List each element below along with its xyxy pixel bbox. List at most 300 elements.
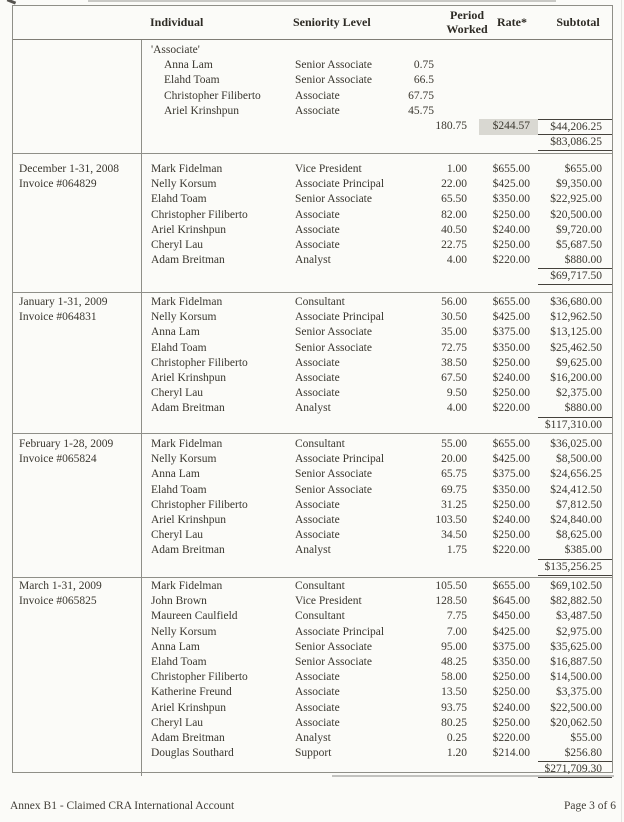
period-worked-cell: 58.00 xyxy=(441,671,467,684)
rate-cell: $645.00 xyxy=(492,595,530,608)
section-invoice-label: Invoice #064831 xyxy=(19,311,97,324)
period-worked-cell: 69.75 xyxy=(441,483,467,496)
table-row xyxy=(13,356,612,371)
rate-cell: $240.00 xyxy=(492,223,530,236)
subtotal-cell: $22,500.00 xyxy=(550,701,602,714)
rate-cell xyxy=(470,417,538,434)
individual-cell: Ariel Krinshpun xyxy=(164,104,240,117)
period-worked-cell: 0.25 xyxy=(446,731,467,744)
individual-cell: Katherine Freund xyxy=(151,686,232,699)
seniority-cell: Associate xyxy=(295,671,340,684)
seniority-cell xyxy=(294,268,404,285)
individual-cell: Adam Breitman xyxy=(151,402,225,415)
individual-cell xyxy=(141,268,294,285)
individual-cell: Cheryl Lau xyxy=(151,716,204,729)
table-row xyxy=(13,640,612,655)
billing-section xyxy=(13,292,612,433)
table-row xyxy=(13,89,612,104)
rate-cell: $350.00 xyxy=(492,483,530,496)
seniority-cell: Consultant xyxy=(295,296,345,308)
rate-cell: $220.00 xyxy=(492,402,530,415)
seniority-cell: Analyst xyxy=(295,544,331,557)
seniority-cell: Associate xyxy=(295,356,340,369)
individual-cell: Cheryl Lau xyxy=(151,387,204,400)
individual-cell: Adam Breitman xyxy=(151,254,225,267)
table-row xyxy=(13,483,612,498)
subtotal-cell: $69,102.50 xyxy=(550,580,602,592)
individual-cell: Christopher Filiberto xyxy=(164,89,261,102)
subtotal-cell: $2,375.00 xyxy=(556,387,602,400)
rate-cell: $250.00 xyxy=(492,498,530,511)
seniority-cell: Senior Associate xyxy=(295,341,372,354)
table-row xyxy=(13,73,612,88)
rate-cell xyxy=(470,559,538,576)
rate-cell: $220.00 xyxy=(492,544,530,557)
rate-cell: $655.00 xyxy=(492,163,530,175)
individual-cell: Adam Breitman xyxy=(151,731,225,744)
section-label xyxy=(19,295,107,325)
table-row xyxy=(13,467,612,482)
period-worked-cell: 22.75 xyxy=(441,238,467,251)
rate-cell: $220.00 xyxy=(492,254,530,267)
rate-cell xyxy=(470,89,538,104)
table-row xyxy=(13,543,612,558)
seniority-cell: Senior Associate xyxy=(295,468,372,481)
period-total-cell xyxy=(404,761,470,778)
period-worked-cell: 65.75 xyxy=(441,468,467,481)
rate-cell: $655.00 xyxy=(492,580,530,592)
header-rate: Rate* xyxy=(497,15,527,29)
billing-table xyxy=(12,5,613,776)
period-worked-cell: 4.00 xyxy=(446,254,467,267)
subtotal-cell: $20,062.50 xyxy=(550,716,602,729)
header-individual: Individual xyxy=(150,15,204,29)
subtotal-cell: $256.80 xyxy=(564,747,602,760)
rate-cell: $450.00 xyxy=(492,610,530,623)
rate-cell: $350.00 xyxy=(492,341,530,354)
period-worked-cell: 1.75 xyxy=(446,544,467,557)
subtotal-cell: $3,375.00 xyxy=(556,686,602,699)
rate-cell xyxy=(470,268,538,285)
rate-cell: $240.00 xyxy=(492,701,530,714)
table-row xyxy=(13,579,612,594)
period-worked-cell: 45.75 xyxy=(408,104,434,117)
table-row xyxy=(13,670,612,685)
period-worked-cell: 67.50 xyxy=(441,371,467,384)
seniority-cell: Analyst xyxy=(295,731,331,744)
rate-cell: $655.00 xyxy=(492,438,530,450)
section-total-cell: $83,086.25 xyxy=(538,134,612,151)
rate-cell: $240.00 xyxy=(492,513,530,526)
column-divider-line xyxy=(141,578,142,776)
rate-cell: $425.00 xyxy=(492,453,530,466)
table-row xyxy=(13,528,612,543)
seniority-cell: Analyst xyxy=(295,254,331,267)
period-worked-cell: 1.20 xyxy=(446,747,467,760)
table-row xyxy=(13,513,612,528)
billing-section xyxy=(13,40,612,153)
individual-cell: Elahd Toam xyxy=(151,193,207,206)
seniority-cell xyxy=(294,134,404,151)
section-total-cell: $135,256.25 xyxy=(538,559,612,576)
subtotal-cell: $35,625.00 xyxy=(550,640,602,653)
table-row xyxy=(13,238,612,253)
individual-cell: Douglas Southard xyxy=(151,747,234,760)
seniority-cell: Associate xyxy=(295,371,340,384)
period-worked-cell: 55.00 xyxy=(441,438,467,450)
seniority-cell: Associate xyxy=(295,104,340,117)
section-label xyxy=(19,162,119,192)
rate-cell xyxy=(470,73,538,88)
subtotal-cell: $16,887.50 xyxy=(550,655,602,668)
rate-cell: $214.00 xyxy=(492,747,530,760)
column-divider-line xyxy=(141,434,142,577)
seniority-cell: Consultant xyxy=(295,610,345,623)
section-total-cell: $271,709.30 xyxy=(538,761,612,778)
rate-cell: $250.00 xyxy=(492,356,530,369)
table-row xyxy=(13,655,612,670)
table-row xyxy=(13,43,612,58)
scan-artifact-corner-mark xyxy=(7,0,16,4)
rate-cell: $655.00 xyxy=(492,296,530,308)
table-row xyxy=(13,223,612,238)
billing-section xyxy=(13,577,612,776)
rate-cell: $425.00 xyxy=(492,625,530,638)
footer-annex-label: Annex B1 - Claimed CRA International Account xyxy=(10,800,235,812)
seniority-cell: Vice President xyxy=(295,595,362,608)
summary-row xyxy=(13,559,612,574)
individual-cell: Cheryl Lau xyxy=(151,238,204,251)
table-row xyxy=(13,498,612,513)
period-worked-cell: 0.75 xyxy=(413,59,434,72)
rate-cell xyxy=(470,761,538,778)
period-worked-cell: 31.25 xyxy=(441,498,467,511)
rate-cell: $240.00 xyxy=(492,371,530,384)
rate-cell: $250.00 xyxy=(492,671,530,684)
period-worked-cell: 22.00 xyxy=(441,178,467,191)
table-body xyxy=(13,40,612,776)
column-divider-line xyxy=(141,40,142,153)
table-row xyxy=(13,104,612,119)
individual-cell: Nelly Korsum xyxy=(151,625,217,638)
subtotal-cell: $2,975.00 xyxy=(556,625,602,638)
seniority-cell: Associate xyxy=(295,529,340,542)
rate-cell: $375.00 xyxy=(492,326,530,339)
subtotal-cell: $655.00 xyxy=(564,163,602,175)
table-row xyxy=(13,192,612,207)
rate-cell: $250.00 xyxy=(492,686,530,699)
period-worked-cell: 40.50 xyxy=(441,223,467,236)
section-period-label: January 1-31, 2009 xyxy=(19,296,108,308)
subtotal-cell xyxy=(538,73,612,88)
individual-cell: Adam Breitman xyxy=(151,544,225,557)
period-worked-cell: 66.5 xyxy=(413,74,434,87)
section-invoice-label: Invoice #064829 xyxy=(19,178,97,191)
subtotal-cell: $24,840.00 xyxy=(550,513,602,526)
seniority-cell: Senior Associate xyxy=(295,59,372,72)
subtotal-cell: $36,680.00 xyxy=(550,296,602,308)
seniority-cell: Senior Associate xyxy=(295,326,372,339)
rate-cell: $425.00 xyxy=(492,311,530,324)
individual-cell: Cheryl Lau xyxy=(151,529,204,542)
period-worked-cell: 56.00 xyxy=(441,296,467,308)
subtotal-cell xyxy=(538,58,612,73)
table-row xyxy=(13,625,612,640)
seniority-cell: Associate xyxy=(295,238,340,251)
subtotal-cell xyxy=(538,89,612,104)
section-period-label: February 1-28, 2009 xyxy=(19,438,114,450)
individual-cell: Anna Lam xyxy=(151,468,200,481)
period-worked-cell: 80.25 xyxy=(441,716,467,729)
rate-cell: $220.00 xyxy=(492,731,530,744)
individual-cell: Christopher Filiberto xyxy=(151,671,248,684)
billing-section xyxy=(13,433,612,577)
section-total-cell: $44,206.25 xyxy=(538,119,612,135)
seniority-cell: Associate Principal xyxy=(295,311,385,324)
individual-cell: Anna Lam xyxy=(151,640,200,653)
seniority-cell: Vice President xyxy=(295,163,362,175)
period-worked-cell: 72.75 xyxy=(441,341,467,354)
subtotal-cell: $880.00 xyxy=(564,254,602,267)
period-total-cell xyxy=(404,268,470,285)
seniority-cell: Associate xyxy=(295,701,340,714)
period-total-cell: 180.75 xyxy=(435,119,467,132)
period-worked-cell: 35.00 xyxy=(441,326,467,339)
seniority-cell: Consultant xyxy=(295,438,345,450)
subtotal-cell: $385.00 xyxy=(564,544,602,557)
table-row xyxy=(13,208,612,223)
subtotal-cell: $36,025.00 xyxy=(550,438,602,450)
individual-cell: Mark Fidelman xyxy=(151,163,223,175)
period-worked-cell: 1.00 xyxy=(446,163,467,175)
rate-cell: $375.00 xyxy=(492,640,530,653)
summary-row xyxy=(13,417,612,432)
rate-cell: $375.00 xyxy=(492,468,530,481)
table-row xyxy=(13,716,612,731)
table-row xyxy=(13,371,612,386)
individual-cell: Mark Fidelman xyxy=(151,580,223,592)
section-period-label: March 1-31, 2009 xyxy=(19,580,102,592)
table-row xyxy=(13,594,612,609)
subtotal-cell: $9,350.00 xyxy=(556,178,602,191)
subtotal-cell: $55.00 xyxy=(570,731,602,744)
subtotal-cell: $8,500.00 xyxy=(556,453,602,466)
rate-cell: $425.00 xyxy=(492,178,530,191)
rate-highlight-cell: $244.57 xyxy=(479,119,538,135)
subtotal-cell: $24,412.50 xyxy=(550,483,602,496)
subtotal-cell: $13,125.00 xyxy=(550,326,602,339)
period-worked-cell: 67.75 xyxy=(408,89,434,102)
period-worked-cell: 48.25 xyxy=(441,655,467,668)
table-row xyxy=(13,401,612,416)
section-label xyxy=(19,579,102,609)
period-worked-cell: 128.50 xyxy=(435,595,467,608)
seniority-cell: Associate xyxy=(295,498,340,511)
rate-cell: $250.00 xyxy=(492,387,530,400)
rate-cell: $250.00 xyxy=(492,208,530,221)
seniority-cell: Associate Principal xyxy=(295,178,385,191)
subtotal-cell: $12,962.50 xyxy=(550,311,602,324)
seniority-cell: Associate xyxy=(295,716,340,729)
individual-cell: Elahd Toam xyxy=(151,483,207,496)
individual-cell xyxy=(141,417,294,434)
individual-cell xyxy=(141,119,294,135)
seniority-cell: Associate Principal xyxy=(295,453,385,466)
rate-cell xyxy=(470,58,538,73)
period-total-cell xyxy=(404,559,470,576)
individual-cell: Nelly Korsum xyxy=(151,311,217,324)
individual-cell: Mark Fidelman xyxy=(151,296,223,308)
subtotal-cell: $25,462.50 xyxy=(550,341,602,354)
section-total-cell: $117,310.00 xyxy=(538,417,612,434)
subtotal-cell: $5,687.50 xyxy=(556,238,602,251)
table-row xyxy=(13,731,612,746)
individual-cell: Mark Fidelman xyxy=(151,438,223,450)
subtotal-cell: $880.00 xyxy=(564,402,602,415)
period-worked-cell: 30.50 xyxy=(441,311,467,324)
period-worked-cell: 20.00 xyxy=(441,453,467,466)
individual-cell: Maureen Caulfield xyxy=(151,610,238,623)
rate-cell: $250.00 xyxy=(492,238,530,251)
footer-page-number: Page 3 of 6 xyxy=(563,800,616,812)
table-row xyxy=(13,685,612,700)
seniority-cell xyxy=(294,417,404,434)
section-total-cell: $69,717.50 xyxy=(538,268,612,285)
period-worked-cell: 4.00 xyxy=(446,402,467,415)
summary-row xyxy=(13,134,612,149)
subtotal-cell: $8,625.00 xyxy=(556,529,602,542)
seniority-cell: Analyst xyxy=(295,402,331,415)
seniority-cell: Associate xyxy=(295,89,340,102)
header-subtotal: Subtotal xyxy=(556,15,600,29)
individual-cell: John Brown xyxy=(151,595,207,608)
individual-cell xyxy=(141,559,294,576)
period-worked-cell: 13.50 xyxy=(441,686,467,699)
individual-cell: Nelly Korsum xyxy=(151,453,217,466)
group-label: 'Associate' xyxy=(151,44,200,56)
rate-cell: $250.00 xyxy=(492,716,530,729)
subtotal-cell: $22,925.00 xyxy=(550,193,602,206)
individual-cell: Christopher Filiberto xyxy=(151,498,248,511)
period-worked-cell: 105.50 xyxy=(435,580,467,592)
column-divider-line xyxy=(141,293,142,433)
header-seniority-level: Seniority Level xyxy=(293,15,371,29)
table-row xyxy=(13,746,612,761)
table-row xyxy=(13,253,612,268)
table-row xyxy=(13,325,612,340)
individual-cell: Ariel Krinshpun xyxy=(151,371,227,384)
subtotal-cell xyxy=(538,104,612,119)
individual-cell: Christopher Filiberto xyxy=(151,208,248,221)
seniority-cell: Associate xyxy=(295,513,340,526)
table-header-row xyxy=(13,6,612,40)
seniority-cell: Senior Associate xyxy=(295,640,372,653)
individual-cell: Elahd Toam xyxy=(164,74,220,87)
subtotal-cell: $14,500.00 xyxy=(550,671,602,684)
individual-cell: Anna Lam xyxy=(151,326,200,339)
rate-cell: $350.00 xyxy=(492,193,530,206)
period-worked-cell: 9.50 xyxy=(446,387,467,400)
subtotal-cell: $9,625.00 xyxy=(556,356,602,369)
period-worked-cell: 65.50 xyxy=(441,193,467,206)
table-row xyxy=(13,58,612,73)
rate-cell: $350.00 xyxy=(492,655,530,668)
subtotal-cell: $16,200.00 xyxy=(550,371,602,384)
period-worked-cell: 82.00 xyxy=(441,208,467,221)
individual-cell: Elahd Toam xyxy=(151,655,207,668)
period-worked-cell: 7.00 xyxy=(446,625,467,638)
individual-cell: Ariel Krinshpun xyxy=(151,513,227,526)
subtotal-cell: $7,812.50 xyxy=(556,498,602,511)
period-worked-cell: 38.50 xyxy=(441,356,467,369)
seniority-cell: Associate xyxy=(295,208,340,221)
seniority-cell xyxy=(294,559,404,576)
section-invoice-label: Invoice #065825 xyxy=(19,595,97,608)
seniority-cell: Associate xyxy=(295,387,340,400)
seniority-cell xyxy=(294,761,404,778)
seniority-cell: Senior Associate xyxy=(295,655,372,668)
header-period-worked: Period Worked xyxy=(446,8,488,36)
section-invoice-label: Invoice #065824 xyxy=(19,453,97,466)
billing-section xyxy=(13,153,612,292)
seniority-cell: Senior Associate xyxy=(295,483,372,496)
period-total-cell xyxy=(404,417,470,434)
individual-cell: Ariel Krinshpun xyxy=(151,701,227,714)
section-label xyxy=(19,437,113,467)
rate-cell xyxy=(470,104,538,119)
subtotal-cell: $24,656.25 xyxy=(550,468,602,481)
scan-artifact-page-edge xyxy=(621,0,622,822)
individual-cell xyxy=(141,761,294,778)
section-period-label: December 1-31, 2008 xyxy=(19,163,119,175)
table-row xyxy=(13,341,612,356)
table-row xyxy=(13,386,612,401)
individual-cell: Elahd Toam xyxy=(151,341,207,354)
rate-cell xyxy=(470,134,538,151)
rate-cell: $250.00 xyxy=(492,529,530,542)
scan-artifact-top-edge xyxy=(88,0,556,2)
table-row xyxy=(13,701,612,716)
individual-cell: Ariel Krinshpun xyxy=(151,223,227,236)
seniority-cell: Support xyxy=(295,747,332,760)
seniority-cell: Consultant xyxy=(295,580,345,592)
period-worked-cell: 103.50 xyxy=(435,513,467,526)
seniority-cell: Senior Associate xyxy=(295,74,372,87)
period-worked-cell: 93.75 xyxy=(441,701,467,714)
summary-row xyxy=(13,119,612,134)
individual-cell: Anna Lam xyxy=(164,59,213,72)
individual-cell xyxy=(141,134,294,151)
summary-row xyxy=(13,268,612,283)
subtotal-cell: $20,500.00 xyxy=(550,208,602,221)
period-worked-cell: 34.50 xyxy=(441,529,467,542)
period-total-cell xyxy=(404,134,470,151)
period-worked-cell: 7.75 xyxy=(446,610,467,623)
seniority-cell xyxy=(294,119,404,135)
seniority-cell: Senior Associate xyxy=(295,193,372,206)
table-row xyxy=(13,609,612,624)
subtotal-cell: $3,487.50 xyxy=(556,610,602,623)
seniority-cell: Associate xyxy=(295,686,340,699)
seniority-cell: Associate Principal xyxy=(295,625,385,638)
period-worked-cell: 95.00 xyxy=(441,640,467,653)
seniority-cell: Associate xyxy=(295,223,340,236)
individual-cell: Nelly Korsum xyxy=(151,178,217,191)
individual-cell: Christopher Filiberto xyxy=(151,356,248,369)
subtotal-cell: $9,720.00 xyxy=(556,223,602,236)
subtotal-cell: $82,882.50 xyxy=(550,595,602,608)
column-divider-line xyxy=(141,154,142,292)
